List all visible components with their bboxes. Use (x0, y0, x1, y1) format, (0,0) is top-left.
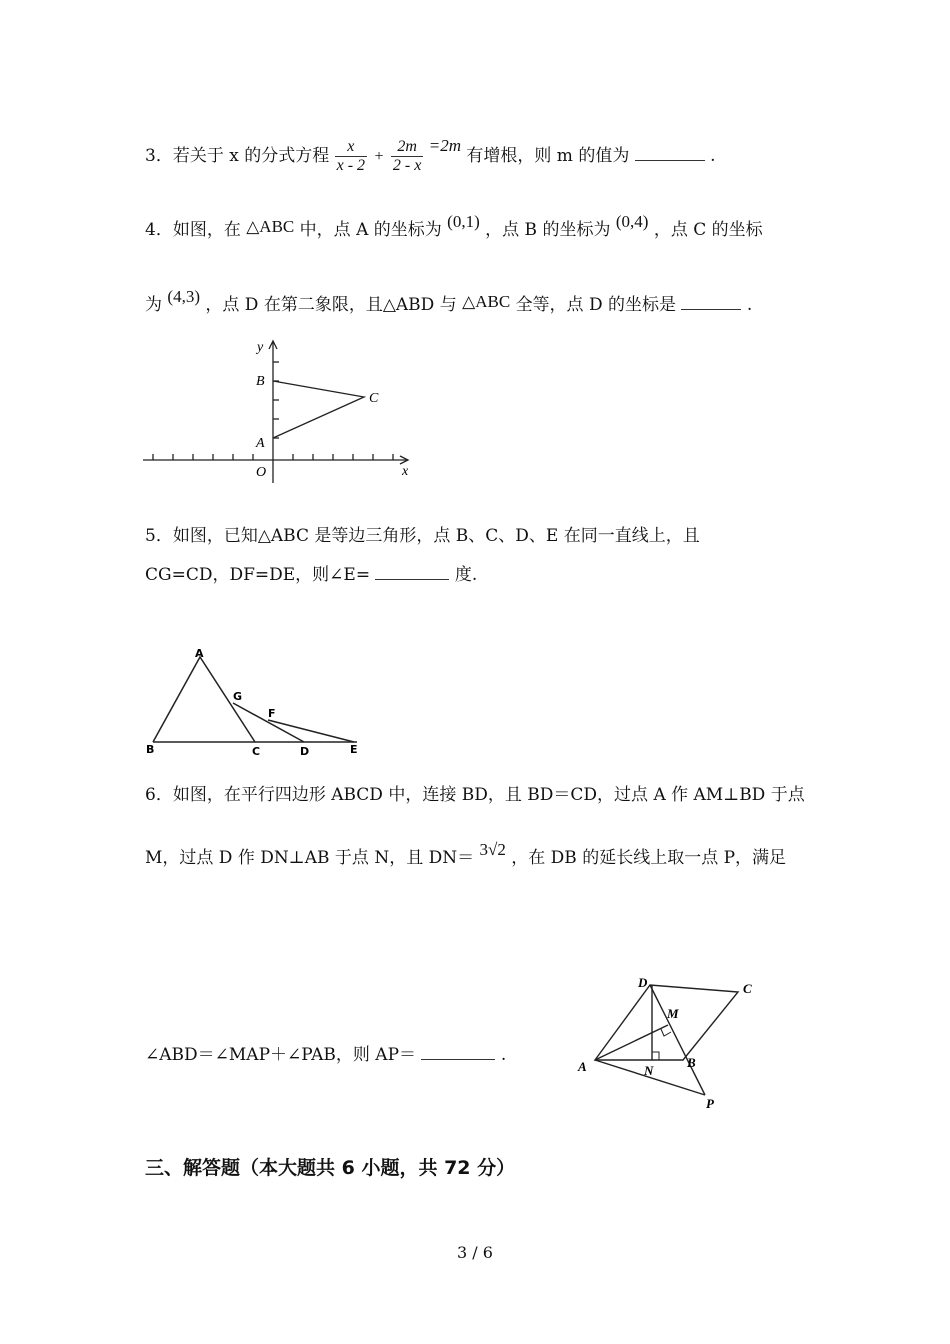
question-6-line-1: 6．如图，在平行四边形 ABCD 中，连接 BD，且 BD＝CD，过点 A 作 AM⊥BD 于点 (145, 785, 805, 805)
label-c: C (743, 981, 752, 996)
q6-parallelogram-figure (570, 970, 770, 1115)
question-6-line-3 (145, 1043, 506, 1067)
q6-dn-value: 3√2 (479, 840, 506, 859)
question-4-line-2 (145, 287, 753, 317)
q3-fraction-1 (335, 138, 367, 175)
question-5-line-1: 5．如图，已知△ABC 是等边三角形，点 B、C、D、E 在同一直线上，且 (145, 526, 700, 546)
q4-answer-blank (681, 294, 741, 310)
label-e: E (350, 743, 358, 756)
q3-end: . (710, 146, 716, 166)
q4-coordinate-figure (140, 335, 420, 485)
q6-text-2b: ，在 DB 的延长线上取一点 P，满足 (511, 848, 787, 868)
label-p: P (706, 1096, 714, 1111)
parallelogram-abcd (595, 985, 738, 1060)
q3-frac2-numerator: 2m (397, 138, 417, 155)
question-5-line-2 (145, 563, 477, 587)
x-axis-label: x (402, 464, 409, 479)
q3-plus: + (374, 148, 384, 165)
q6-text-2a: M，过点 D 作 DN⊥AB 于点 N，且 DN＝ (145, 848, 475, 868)
q4-text-2b: ，点 D 在第二象限，且△ABD 与 (205, 295, 457, 315)
segment-am (595, 1025, 668, 1060)
label-a: A (578, 1059, 587, 1074)
q3-frac2-denominator: 2 - x (392, 157, 422, 174)
q4-text-1d: ，点 C 的坐标 (653, 220, 763, 240)
q4-coord-a: (0,1) (447, 212, 480, 231)
q4-coord-c: (4,3) (167, 287, 200, 306)
q5-text-2a: CG=CD，DF=DE，则∠E= (145, 565, 371, 585)
q4-text-1c: ，点 B 的坐标为 (485, 220, 611, 240)
y-axis-ticks (273, 362, 279, 438)
section-3-heading: 三、解答题（本大题共 6 小题，共 72 分） (145, 1157, 516, 1179)
label-a: A (256, 436, 265, 451)
label-d: D (638, 975, 648, 990)
label-d: D (300, 745, 310, 758)
segment-fe (268, 720, 354, 742)
triangle-abc (273, 381, 364, 438)
label-g: G (233, 690, 243, 703)
q5-answer-blank (375, 564, 449, 580)
q5-triangle-figure (140, 645, 370, 760)
q3-frac1-denominator: x - 2 (336, 157, 366, 174)
label-f: F (268, 707, 276, 720)
q3-tail: 有增根，则 m 的值为 (466, 146, 630, 166)
label-o: O (256, 465, 267, 480)
q3-fraction-2 (391, 138, 423, 175)
q3-rhs: =2m (428, 136, 461, 155)
q4-text-2c: 全等，点 D 的坐标是 (515, 295, 676, 315)
label-b: B (146, 743, 155, 756)
label-b: B (687, 1055, 696, 1070)
q3-lead: 3．若关于 x 的分式方程 (145, 146, 330, 166)
q4-triangle-abc: △ABC (246, 217, 295, 236)
q4-end: . (746, 295, 753, 315)
question-3 (145, 138, 716, 175)
label-c: C (252, 745, 261, 758)
label-c: C (369, 391, 379, 406)
q4-text-1b: 中，点 A 的坐标为 (299, 220, 442, 240)
label-m: M (667, 1006, 679, 1021)
right-angle-m-icon (661, 1029, 671, 1036)
label-n: N (644, 1063, 654, 1078)
q4-text-1a: 4．如图，在 (145, 220, 241, 240)
page-number: 3 / 6 (457, 1243, 493, 1262)
q6-answer-blank (421, 1044, 495, 1060)
y-axis-label: y (257, 340, 264, 355)
question-4-line-1 (145, 212, 763, 242)
label-a: A (195, 647, 204, 660)
right-angle-n-icon (652, 1052, 659, 1060)
segment-dp (650, 985, 705, 1095)
question-6-line-2 (145, 840, 787, 870)
q3-frac1-numerator: x (347, 138, 355, 155)
q6-text-3a: ∠ABD＝∠MAP＋∠PAB，则 AP＝ (145, 1045, 417, 1065)
q5-text-2b: 度. (454, 565, 478, 585)
q6-end: . (500, 1045, 507, 1065)
q3-answer-blank (635, 145, 705, 161)
q4-triangle-abc-2: △ABC (462, 292, 511, 311)
label-b: B (256, 374, 265, 389)
q4-coord-b: (0,4) (615, 212, 649, 231)
q4-text-2a: 为 (145, 295, 162, 315)
